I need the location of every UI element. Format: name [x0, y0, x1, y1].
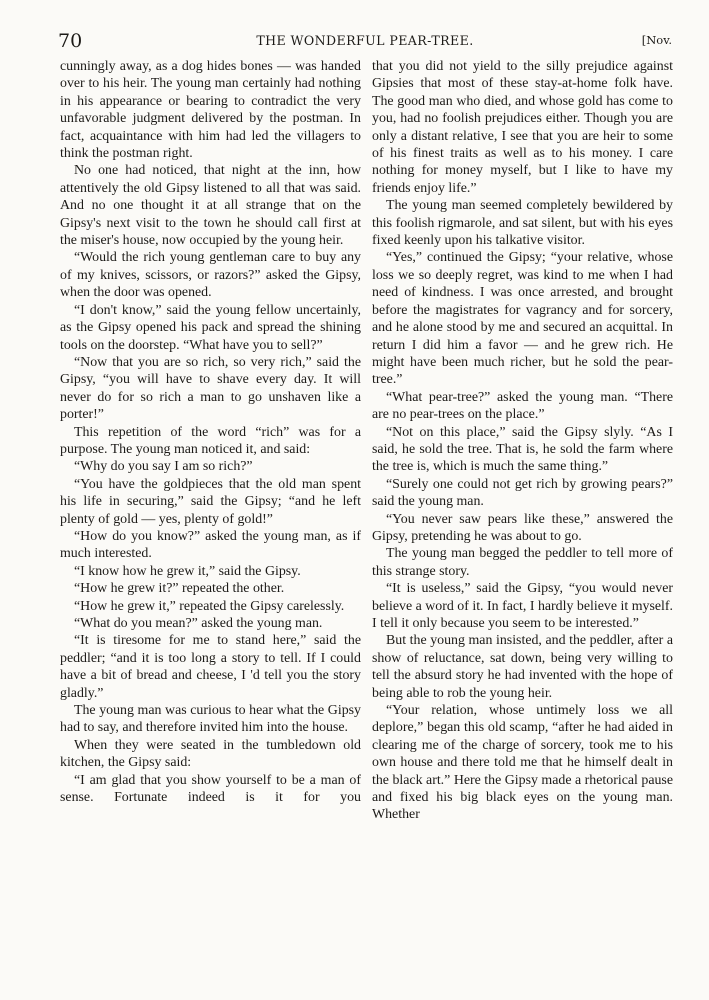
- paragraph: “Your relation, whose untimely loss we all deplore,” began this old scamp, “after he had aided in clearing me of the charge of sorcery, took me to his own house and there told me that he himself dealt in the black art.” Here the Gipsy made a rhetorical pause and fixed his big black eyes on the young man. Whether: [372, 703, 673, 823]
- paragraph: But the young man insisted, and the peddler, after a show of reluctance, sat down, being very willing to tell the absurd story he had invented with the hope of being able to rob the young heir.: [372, 633, 673, 701]
- paragraph: The young man begged the peddler to tell more of this strange story.: [372, 546, 673, 579]
- paragraph: The young man was curious to hear what the Gipsy had to say, and therefore invited him into the house.: [60, 703, 361, 736]
- paragraph: When they were seated in the tumbledown old kitchen, the Gipsy said:: [60, 737, 361, 771]
- paragraph: cunningly away, as a dog hides bones — was handed over to his heir. The young man certainly had nothing in his appearance or bearing to contradict the very unfavorable judgment delivered by the postman. In fact, acquaintance with him had led the villagers to think the postman right.: [60, 59, 361, 162]
- paragraph: “It is useless,” said the Gipsy, “you would never believe a word of it. In fact, I hardly believe it myself. I tell it only because you seem to be interested.”: [372, 581, 673, 631]
- paragraph: “You have the goldpieces that the old man spent his life in securing,” said the Gipsy; “and he left plenty of gold — yes, plenty of gold!”: [60, 476, 361, 527]
- paragraph: “It is tiresome for me to stand here,” said the peddler; “and it is too long a story to tell. If I could have a bit of bread and cheese, I 'd tell you the story gladly.”: [60, 633, 361, 701]
- right-column: [372, 58, 673, 824]
- running-header: [58, 30, 672, 52]
- paragraph: “I know how he grew it,” said the Gipsy.: [74, 563, 301, 579]
- page-number: 70: [58, 30, 83, 52]
- paragraph: “How he grew it?” repeated the other.: [74, 581, 285, 597]
- issue-month: [Nov.: [641, 33, 672, 47]
- running-title: THE WONDERFUL PEAR-TREE.: [256, 33, 474, 48]
- paragraph: “Not on this place,” said the Gipsy slyly. “As I said, he sold the tree. That is, he sold the farm where the tree is, which is much the same thing.”: [372, 424, 673, 475]
- paragraph: “You never saw pears like these,” answered the Gipsy, pretending he was about to go.: [372, 511, 673, 544]
- paragraph: This repetition of the word “rich” was for a purpose. The young man noticed it, and said:: [60, 424, 361, 457]
- left-column: [60, 58, 361, 806]
- paragraph: that you did not yield to the silly prejudice against Gipsies that most of these stay-at-home folk have. The good man who died, and whose gold has come to you, had no foolish prejudices either. Though you are only a distant relative, I see that you are heir to some of his finest traits as well as to his money. I care nothing for money myself, but I like to have my friends enjoy life.”: [372, 59, 673, 196]
- paragraph: The young man seemed completely bewildered by this foolish rigmarole, and sat silent, but with his eyes fixed keenly upon his talkative visitor.: [372, 198, 673, 249]
- paragraph: No one had noticed, that night at the inn, how attentively the old Gipsy listened to all that was said. And no one thought it at all strange that on the Gipsy's next visit to the town he should call first at the miser's house, now occupied by the young heir.: [60, 163, 361, 249]
- paragraph: “I don't know,” said the young fellow uncertainly, as the Gipsy opened his pack and spread the shining tools on the doorstep. “What have you to sell?”: [60, 302, 361, 353]
- paragraph: “Surely one could not get rich by growing pears?” said the young man.: [372, 476, 673, 510]
- paragraph: “How he grew it,” repeated the Gipsy carelessly.: [74, 598, 345, 614]
- paragraph: “What do you mean?” asked the young man.: [74, 616, 323, 631]
- paragraph: “Yes,” continued the Gipsy; “your relative, whose loss we so deeply regret, was kind to me when I had need of kindness. I was once arrested, and brought before the magistrates for vagrancy and for sorcery, and he alone stood by me and secured an acquittal. In return I did him a favor — and he grew rich. He might have been much richer, but he sold the pear-tree.”: [372, 250, 673, 388]
- paragraph: “Why do you say I am so rich?”: [74, 459, 253, 475]
- paragraph: “Would the rich young gentleman care to buy any of my knives, scissors, or razors?” asked the Gipsy, when the door was opened.: [60, 250, 361, 301]
- paragraph: “How do you know?” asked the young man, as if much interested.: [60, 528, 361, 562]
- paragraph: “I am glad that you show yourself to be a man of sense. Fortunate indeed is it for you: [60, 772, 361, 806]
- paragraph: “What pear-tree?” asked the young man. “There are no pear-trees on the place.”: [372, 389, 673, 423]
- paragraph: “Now that you are so rich, so very rich,” said the Gipsy, “you will have to shave every day. It will never do for so rich a man to go unshaven like a porter!”: [60, 354, 361, 423]
